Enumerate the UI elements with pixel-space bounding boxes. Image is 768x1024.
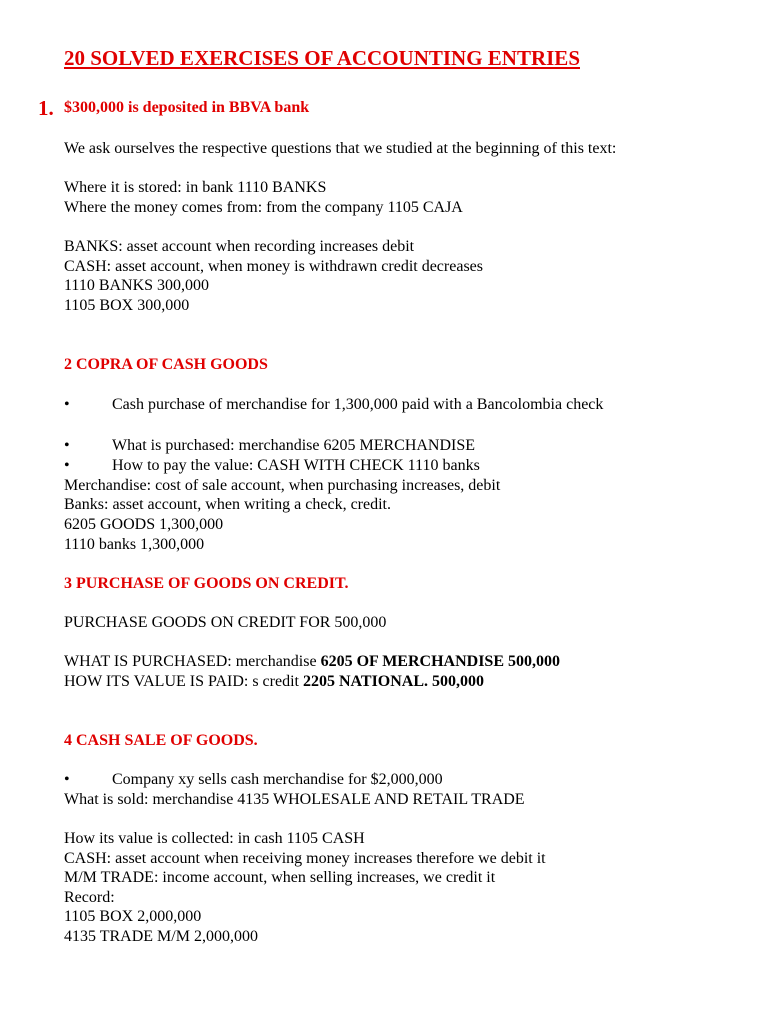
exercise-2-line-1: Merchandise: cost of sale account, when purchasing increases, debit xyxy=(64,477,501,494)
exercise-3-heading: 3 PURCHASE OF GOODS ON CREDIT. xyxy=(64,575,349,592)
exercise-3-line-1: PURCHASE GOODS ON CREDIT FOR 500,000 xyxy=(64,614,387,631)
bullet-icon: • xyxy=(64,457,70,474)
exercise-1-entry-2: 1105 BOX 300,000 xyxy=(64,297,190,314)
exercise-4-line-1: What is sold: merchandise 4135 WHOLESALE AND RETAIL TRADE xyxy=(64,791,525,808)
exercise-4-heading: 4 CASH SALE OF GOODS. xyxy=(64,732,258,749)
exercise-4-line-3: CASH: asset account when receiving money increases therefore we debit it xyxy=(64,850,546,867)
exercise-3-line-3: HOW ITS VALUE IS PAID: s credit 2205 NATIONAL. 500,000 xyxy=(64,673,485,690)
exercise-4-line-6: 1105 BOX 2,000,000 xyxy=(64,908,202,925)
page-title: 20 SOLVED EXERCISES OF ACCOUNTING ENTRIES xyxy=(64,46,580,70)
exercise-2-heading: 2 COPRA OF CASH GOODS xyxy=(64,356,268,373)
exercise-3-line-2-bold: 6205 OF MERCHANDISE 500,000 xyxy=(320,653,560,670)
exercise-1-number: 1. xyxy=(38,96,54,120)
exercise-1-intro: We ask ourselves the respective questions that we studied at the beginning of this text: xyxy=(64,140,617,157)
exercise-4-bullet-1: Company xy sells cash merchandise for $2,000,000 xyxy=(112,771,443,788)
exercise-1-banks: BANKS: asset account when recording increases debit xyxy=(64,238,415,255)
exercise-2-line-2: Banks: asset account, when writing a check, credit. xyxy=(64,496,391,513)
exercise-1-source: Where the money comes from: from the company 1105 CAJA xyxy=(64,199,463,216)
exercise-1-entry-1: 1110 BANKS 300,000 xyxy=(64,277,210,294)
exercise-4-line-7: 4135 TRADE M/M 2,000,000 xyxy=(64,928,258,945)
bullet-icon: • xyxy=(64,437,70,454)
exercise-1-stored: Where it is stored: in bank 1110 BANKS xyxy=(64,179,327,196)
exercise-2-bullet-2: What is purchased: merchandise 6205 MERCHANDISE xyxy=(112,437,476,454)
exercise-2-bullet-3: How to pay the value: CASH WITH CHECK 1110 banks xyxy=(112,457,480,474)
bullet-icon: • xyxy=(64,396,70,413)
exercise-3-line-3-bold: 2205 NATIONAL. 500,000 xyxy=(302,673,485,690)
exercise-1-heading: $300,000 is deposited in BBVA bank xyxy=(64,99,310,116)
exercise-3-line-2: WHAT IS PURCHASED: merchandise 6205 OF MERCHANDISE 500,000 xyxy=(64,653,560,670)
exercise-2-bullet-1: Cash purchase of merchandise for 1,300,000 paid with a Bancolombia check xyxy=(112,396,604,413)
exercise-4-line-5: Record: xyxy=(64,889,115,906)
bullet-icon: • xyxy=(64,771,70,788)
exercise-2-line-4: 1110 banks 1,300,000 xyxy=(64,536,205,553)
exercise-4-line-2: How its value is collected: in cash 1105 CASH xyxy=(64,830,365,847)
exercise-4-line-4: M/M TRADE: income account, when selling increases, we credit it xyxy=(64,869,496,886)
exercise-1-cash: CASH: asset account, when money is withdrawn credit decreases xyxy=(64,258,483,275)
exercise-2-line-3: 6205 GOODS 1,300,000 xyxy=(64,516,224,533)
